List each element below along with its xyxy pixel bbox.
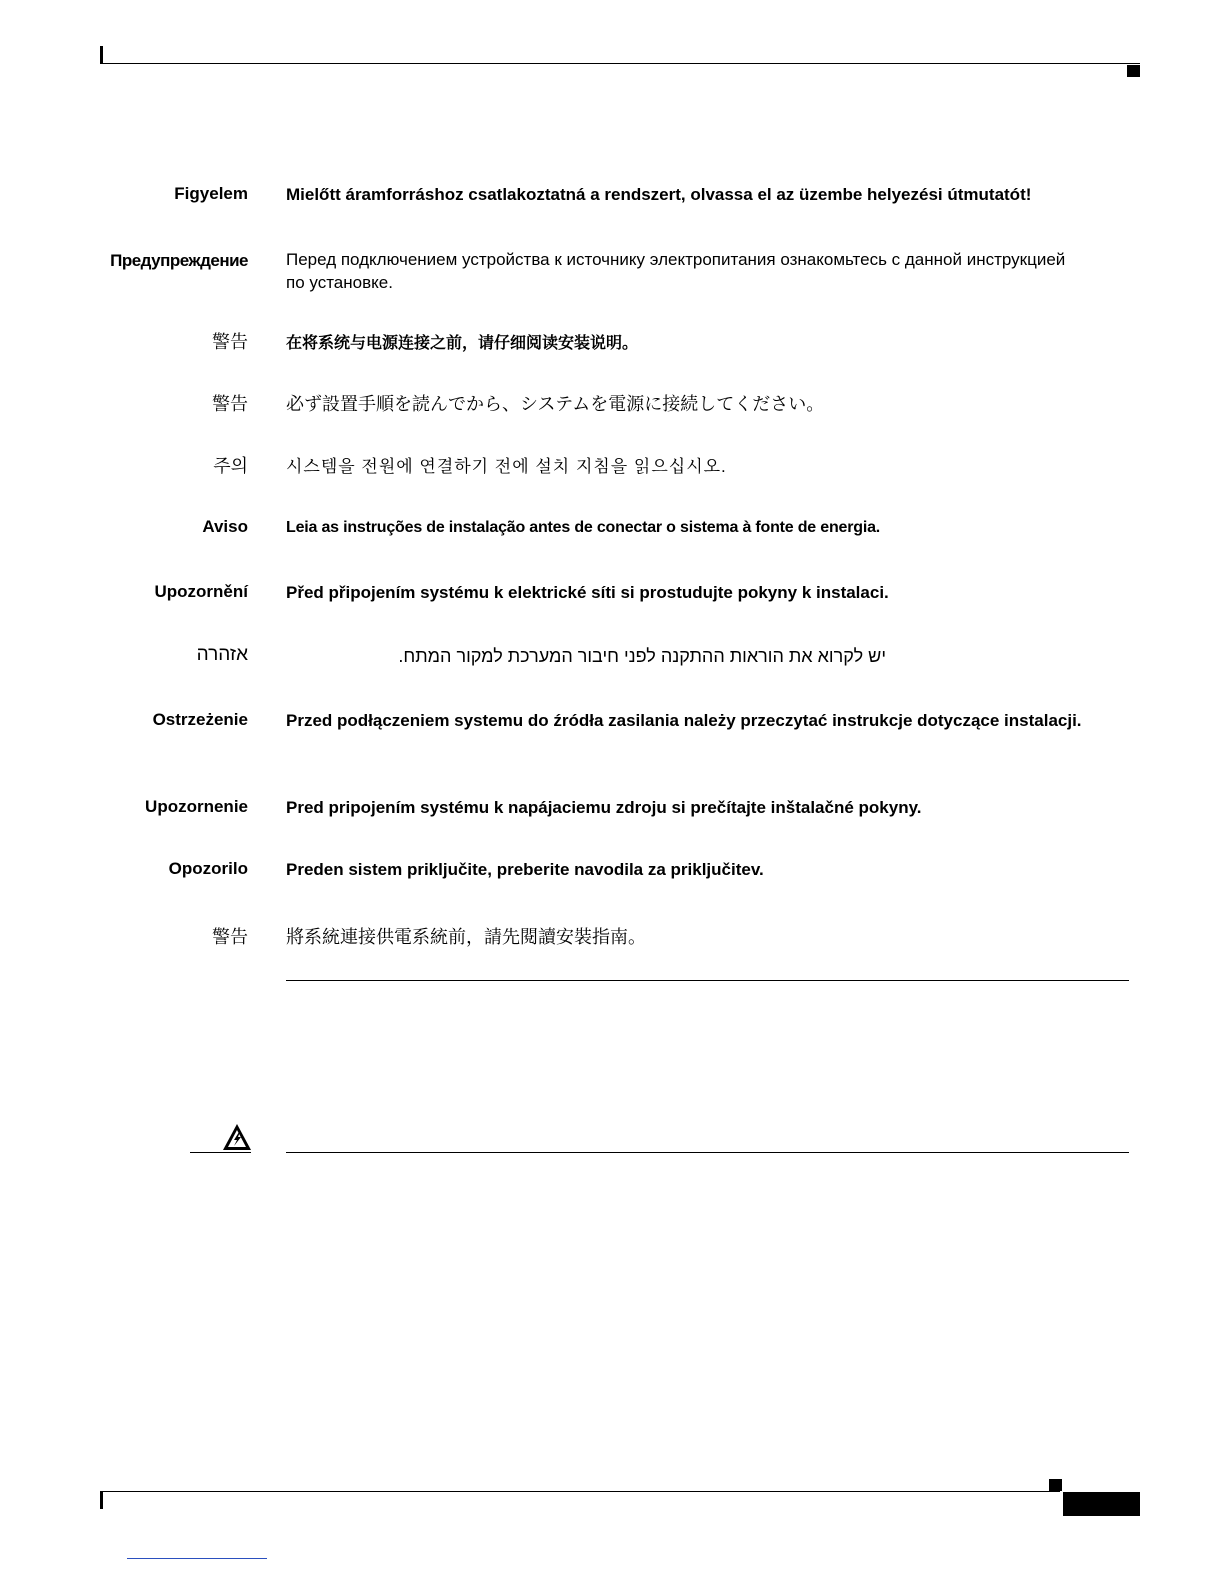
warning-label-hungarian: Figyelem [174, 184, 248, 203]
warning-label-slovak: Upozornenie [145, 797, 248, 816]
warning-label-hebrew: אזהרה [196, 644, 248, 665]
footer-square [1049, 1479, 1062, 1491]
warning-block-rule [286, 1152, 1129, 1153]
warning-text-polish: Przed podłączeniem systemu do źródła zasilania należy przeczytać instrukcje dotyczące instalacji. [286, 711, 1082, 730]
warning-text-czech: Před připojením systému k elektrické síti si prostudujte pokyny k instalaci. [286, 583, 889, 602]
warning-text-chinese-traditional: 將系統連接供電系統前，請先閱讀安裝指南。 [286, 927, 646, 947]
icon-underline-rule [190, 1152, 251, 1153]
warning-text-hungarian: Mielőtt áramforráshoz csatlakoztatná a rendszert, olvassa el az üzembe helyezési útmutatót! [286, 185, 1032, 204]
warning-triangle-icon [222, 1123, 252, 1151]
warning-label-chinese-simplified: 警告 [212, 332, 248, 352]
warning-text-hebrew: יש לקרוא את הוראות ההתקנה לפני חיבור המערכת למקור המתח. [398, 646, 886, 666]
warning-label-korean: 주의 [213, 456, 248, 476]
warning-label-slovenian: Opozorilo [168, 859, 248, 878]
warning-text-portuguese: Leia as instruções de instalação antes de conectar o sistema à fonte de energia. [286, 519, 881, 536]
warning-text-russian: Перед подключением устройства к источнику электропитания ознакомьтесь с данной инструкцией по установке. [286, 250, 1066, 292]
section-end-rule [286, 980, 1129, 981]
warning-label-czech: Upozornění [154, 582, 248, 601]
warning-label-russian: Предупреждение [110, 251, 248, 270]
warning-text-slovak: Pred pripojením systému k napájaciemu zdroju si prečítajte inštalačné pokyny. [286, 798, 922, 817]
warning-label-portuguese: Aviso [202, 517, 248, 536]
footer-page-block [1063, 1492, 1140, 1516]
warning-text-chinese-simplified: 在将系统与电源连接之前，请仔细阅读安装说明。 [286, 335, 639, 352]
header-square [1127, 65, 1140, 77]
warning-text-korean: 시스템을 전원에 연결하기 전에 설치 지침을 읽으십시오. [286, 457, 727, 476]
footer-tick [100, 1491, 103, 1509]
warning-label-polish: Ostrzeżenie [152, 710, 248, 729]
warning-text-japanese: 必ず設置手順を読んでから、システムを電源に接続してください。 [286, 394, 825, 414]
footer-rule [100, 1491, 1060, 1492]
header-rule [100, 63, 1140, 64]
header-tick [100, 46, 103, 64]
warning-label-japanese: 警告 [212, 394, 248, 414]
footer-link-underline[interactable] [127, 1558, 267, 1559]
warning-label-chinese-traditional: 警告 [212, 927, 248, 947]
warning-text-slovenian: Preden sistem priključite, preberite navodila za priključitev. [286, 860, 764, 879]
